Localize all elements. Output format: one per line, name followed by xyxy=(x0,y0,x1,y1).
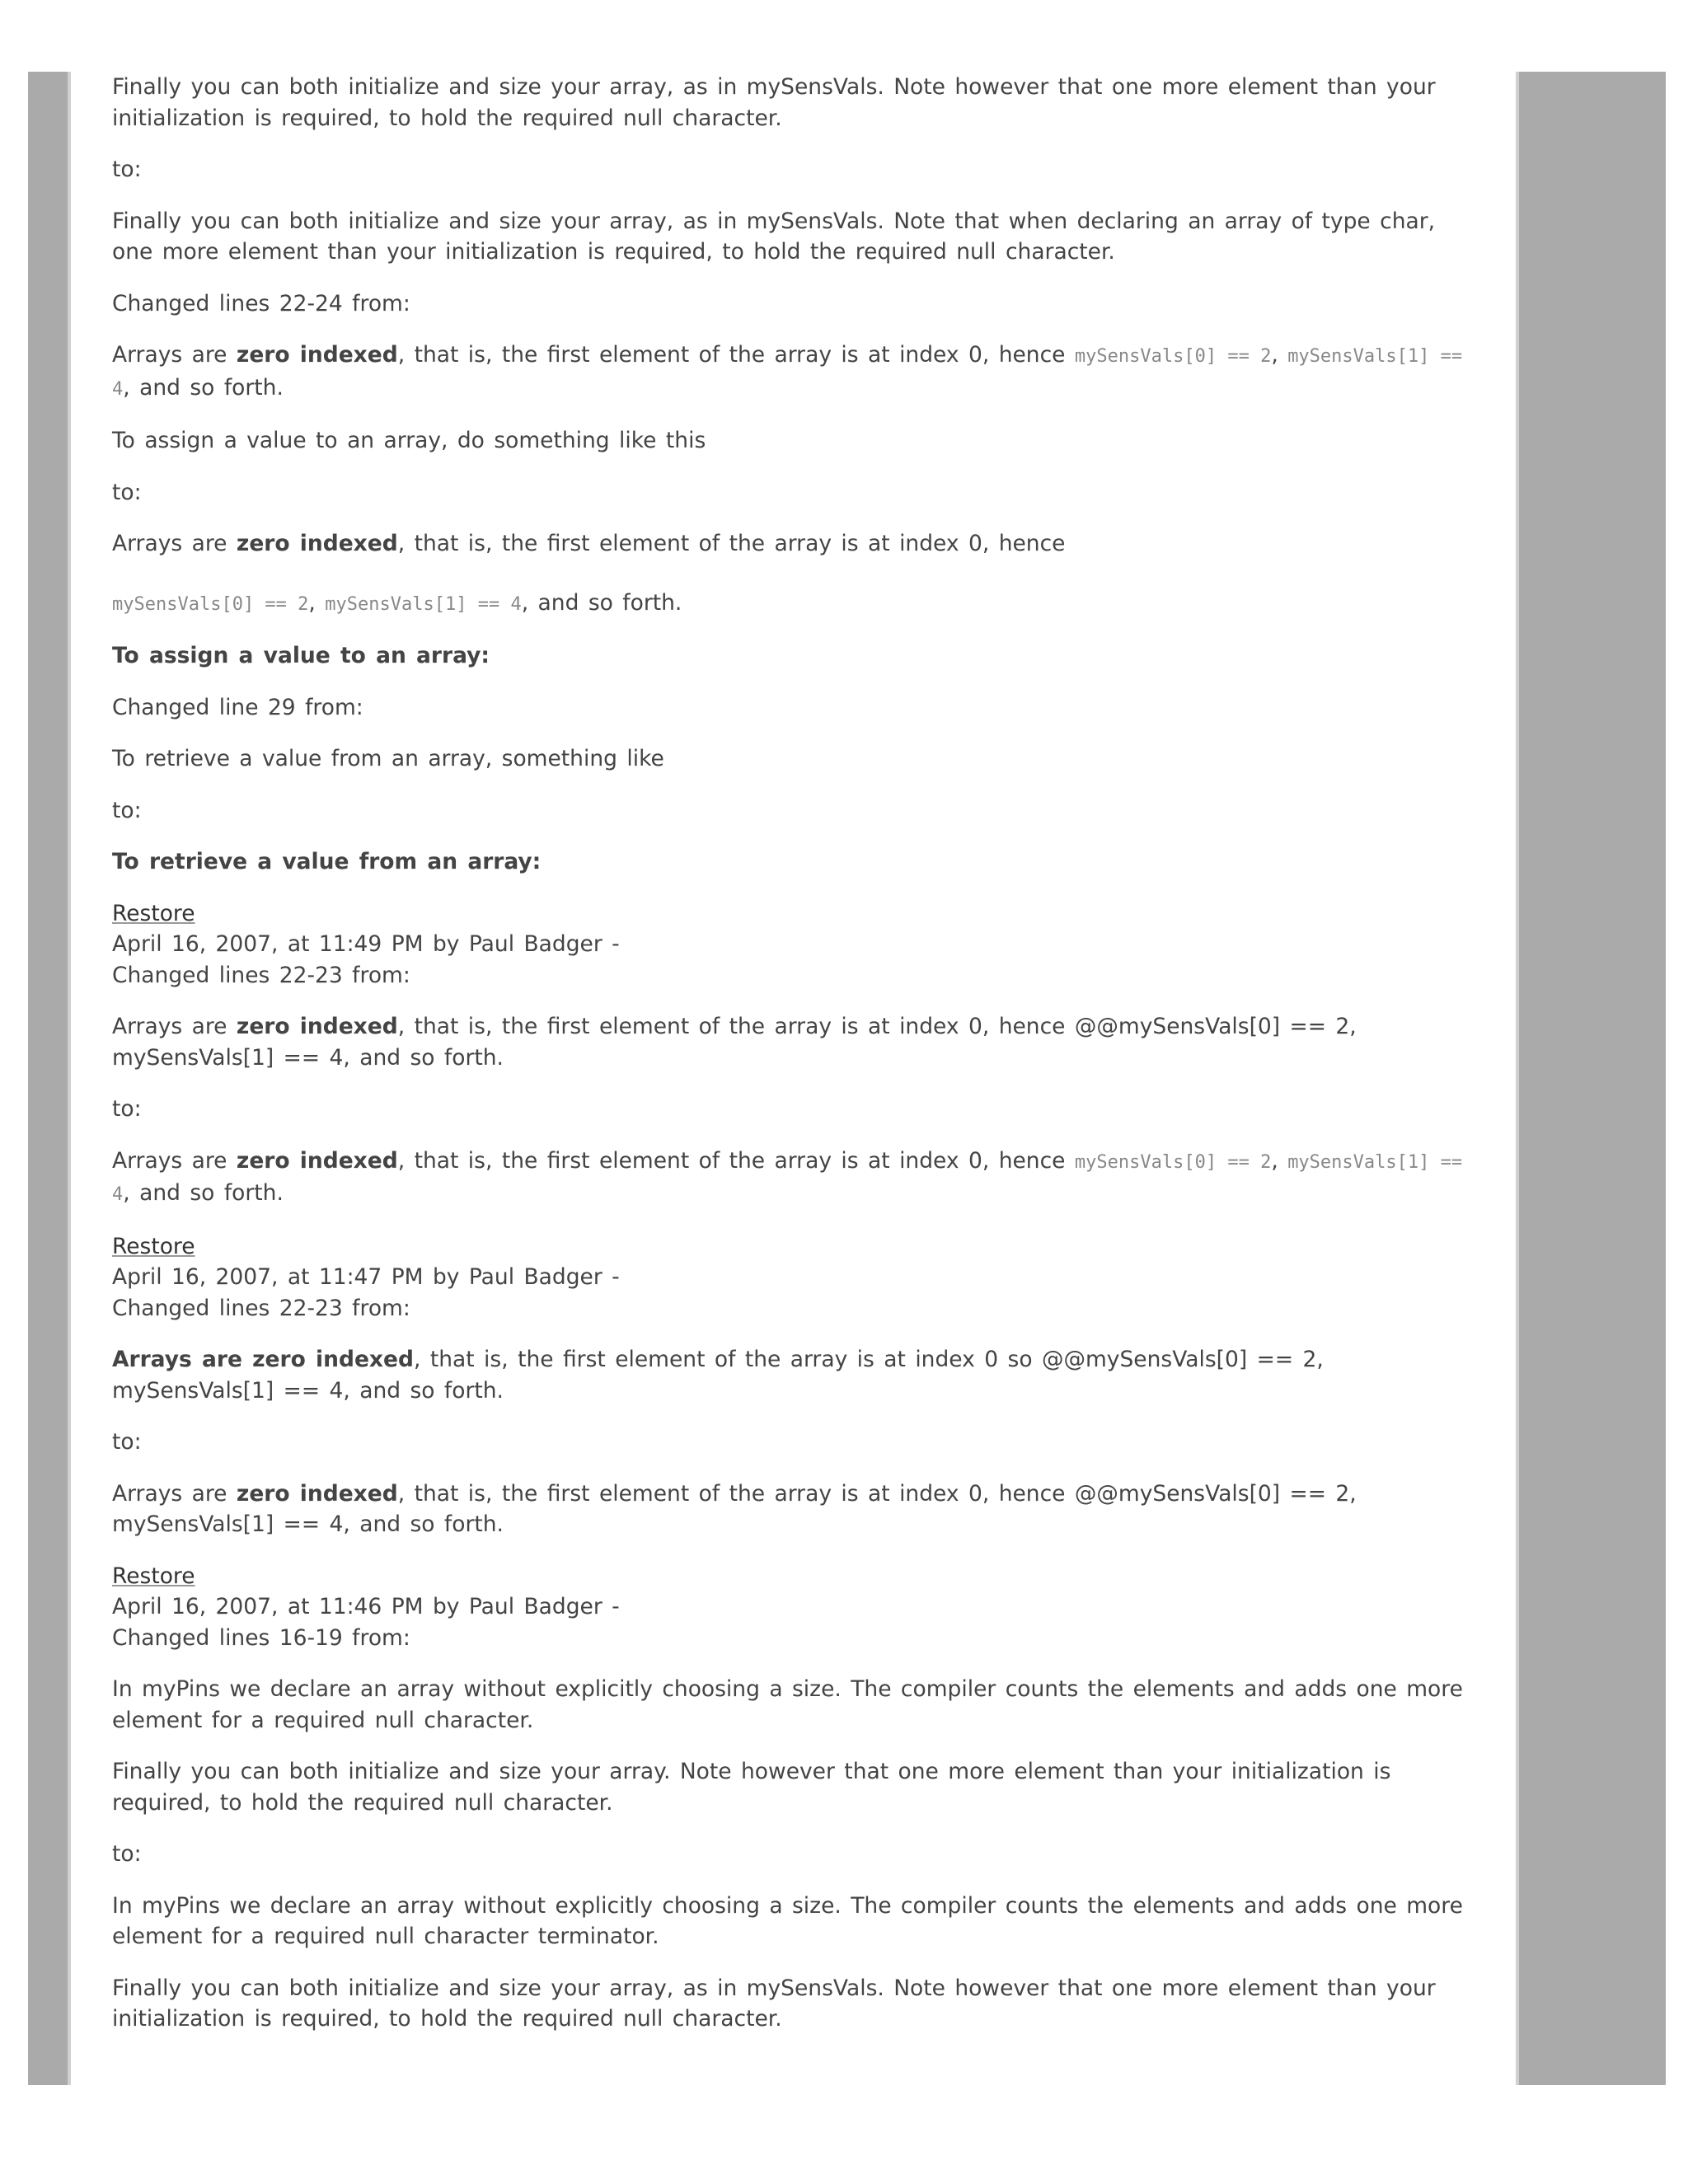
change-header: Changed lines 22-23 from: xyxy=(112,962,410,988)
paragraph: To assign a value to an array, do something like this xyxy=(112,428,706,453)
bold-text: Arrays are zero indexed xyxy=(112,1347,414,1372)
inline-code: mySensVals[1] == 4 xyxy=(112,346,1463,400)
text: , and so forth. xyxy=(123,1180,284,1206)
revision-entry xyxy=(112,898,1472,930)
to-label: to: xyxy=(112,157,142,182)
right-sidebar-bar xyxy=(1516,72,1666,2085)
text: , and so forth. xyxy=(123,374,284,401)
paragraph xyxy=(112,1146,1472,1211)
inline-code: mySensVals[0] == 2 xyxy=(1074,1151,1272,1173)
paragraph xyxy=(112,588,1472,621)
bold-text: zero indexed xyxy=(236,1480,398,1507)
text: Arrays are xyxy=(112,531,237,556)
text: Arrays are xyxy=(112,1147,237,1174)
revision-entry xyxy=(112,1561,1472,1592)
text: , that is, the first element of the array is at index 0, hence @@mySensVals[0] == 2, mySensVals[1] == 4, and so forth. xyxy=(112,1480,1357,1537)
to-label: to: xyxy=(112,797,142,823)
to-label: to: xyxy=(112,1429,142,1455)
to-label: to: xyxy=(112,479,142,505)
paragraph xyxy=(112,1344,1472,1406)
bold-text: To assign a value to an array: xyxy=(112,643,490,668)
page-content xyxy=(112,72,1472,2055)
paragraph: Finally you can both initialize and size your array, as in mySensVals. Note however that one more element than your initialization is required, to hold the required null character. xyxy=(112,1975,1436,2032)
paragraph: In myPins we declare an array without explicitly choosing a size. The compiler counts the elements and adds one more element for a required null character. xyxy=(112,1676,1463,1733)
left-sidebar-bar xyxy=(28,72,71,2085)
text: , that is, the first element of the array is at index 0 so @@mySensVals[0] == 2, mySensVals[1] == 4, and so forth. xyxy=(112,1347,1324,1404)
paragraph xyxy=(112,528,1472,560)
text: Arrays are xyxy=(112,1480,237,1507)
bold-text: zero indexed xyxy=(236,342,398,368)
text: , that is, the first element of the array is at index 0, hence xyxy=(397,531,1066,556)
inline-code: mySensVals[1] == 4 xyxy=(112,1151,1463,1205)
text: , that is, the first element of the array is at index 0, hence @@mySensVals[0] == 2, mySensVals[1] == 4, and so forth. xyxy=(112,1014,1357,1071)
bold-text: zero indexed xyxy=(236,1147,398,1174)
bold-text: To retrieve a value from an array: xyxy=(112,849,542,874)
text: , xyxy=(1271,1147,1288,1174)
paragraph-heading xyxy=(112,640,1472,672)
bold-text: zero indexed xyxy=(236,1014,398,1039)
change-header: Changed lines 16-19 from: xyxy=(112,1624,410,1651)
restore-link[interactable]: Restore xyxy=(112,1563,195,1589)
paragraph: To retrieve a value from an array, something like xyxy=(112,746,664,771)
text: , that is, the first element of the array is at index 0, hence xyxy=(397,1147,1075,1174)
bold-text: zero indexed xyxy=(236,531,398,556)
paragraph xyxy=(112,1479,1472,1540)
change-header: Changed line 29 from: xyxy=(112,694,363,720)
text: , and so forth. xyxy=(521,589,682,616)
paragraph xyxy=(112,340,1472,405)
to-label: to: xyxy=(112,1841,142,1867)
restore-link[interactable]: Restore xyxy=(112,900,195,926)
paragraph xyxy=(112,1011,1472,1073)
inline-code: mySensVals[0] == 2 xyxy=(1074,346,1272,367)
revision-meta: April 16, 2007, at 11:47 PM by Paul Badger - xyxy=(112,1264,620,1290)
paragraph-heading xyxy=(112,846,1472,878)
paragraph: In myPins we declare an array without explicitly choosing a size. The compiler counts the elements and adds one more element for a required null character terminator. xyxy=(112,1892,1463,1949)
inline-code: mySensVals[1] == 4 xyxy=(325,593,522,615)
revision-meta: April 16, 2007, at 11:49 PM by Paul Badger - xyxy=(112,931,620,957)
text: Arrays are xyxy=(112,1014,237,1039)
text: , that is, the first element of the array is at index 0, hence xyxy=(397,342,1075,368)
inline-code: mySensVals[0] == 2 xyxy=(112,593,309,615)
revision-entry xyxy=(112,1231,1472,1263)
change-header: Changed lines 22-23 from: xyxy=(112,1295,410,1321)
to-label: to: xyxy=(112,1096,142,1122)
revision-meta: April 16, 2007, at 11:46 PM by Paul Badger - xyxy=(112,1594,620,1619)
paragraph: Finally you can both initialize and size your array, as in mySensVals. Note however that one more element than your initialization is required, to hold the required null character. xyxy=(112,74,1436,131)
text: Arrays are xyxy=(112,342,237,368)
paragraph: Finally you can both initialize and size your array, as in mySensVals. Note that when declaring an array of type char, one more element than your initialization is required, to hold the required null character. xyxy=(112,208,1436,265)
restore-link[interactable]: Restore xyxy=(112,1233,195,1259)
text: , xyxy=(308,589,326,616)
paragraph: Finally you can both initialize and size your array. Note however that one more element than your initialization is required, to hold the required null character. xyxy=(112,1759,1391,1816)
change-header: Changed lines 22-24 from: xyxy=(112,290,410,316)
text: , xyxy=(1271,342,1288,368)
